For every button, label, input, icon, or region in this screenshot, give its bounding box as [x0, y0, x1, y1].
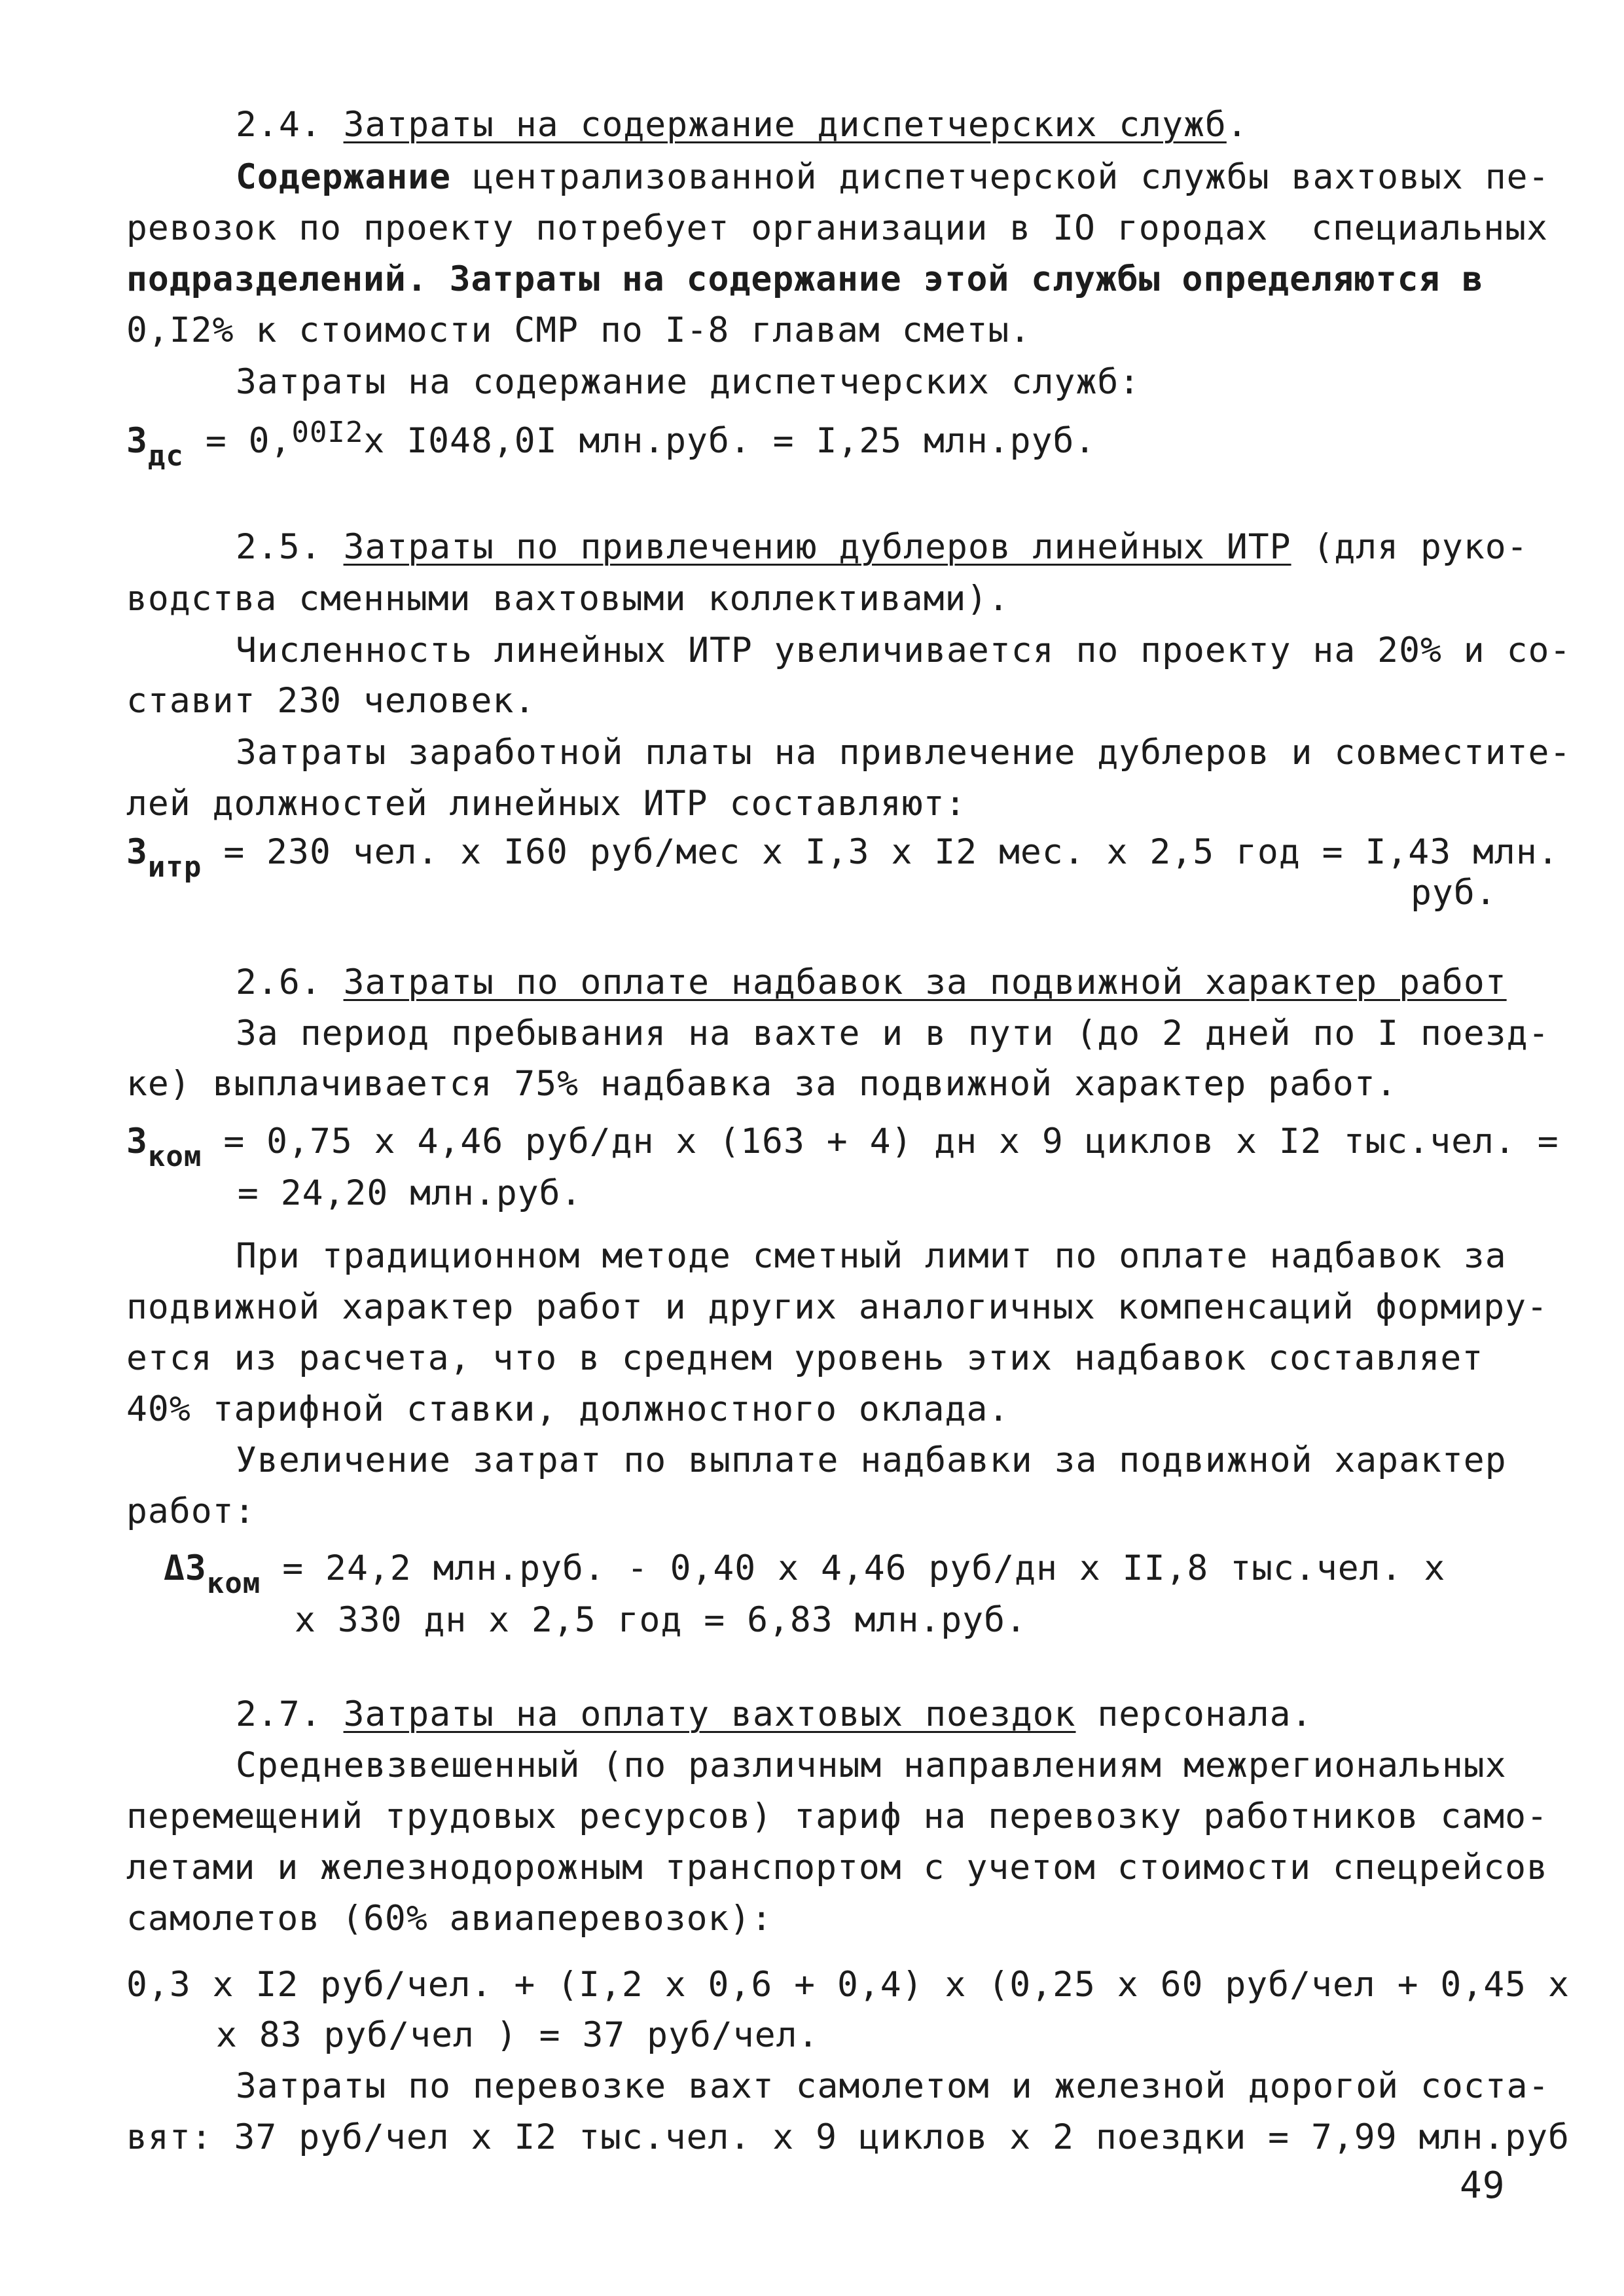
paragraph-line: Затраты заработной платы на привлечение дублеров и совместите- [236, 733, 1572, 773]
formula-subscript: дс [147, 439, 184, 473]
formula-symbol: З [126, 832, 148, 872]
formula-text: = 0,75 x 4,46 руб/дн x (163 + 4) дн x 9 циклов x I2 тыс.чел. = [202, 1121, 1559, 1161]
paragraph-line: ставит 230 человек. [126, 681, 536, 721]
paragraph-line: ется из расчета, что в среднем уровень этих надбавок составляет [126, 1338, 1484, 1378]
formula-itr [126, 827, 1559, 884]
paragraph-line: При традиционном методе сметный лимит по оплате надбавок за [236, 1236, 1507, 1276]
formula-text: = 0, [183, 421, 292, 461]
formula-line: 0,3 x I2 руб/чел. + (I,2 x 0,6 + 0,4) x (0,25 x 60 руб/чел + 0,45 x [126, 1965, 1570, 2005]
text: персонала. [1075, 1694, 1313, 1734]
formula-delta-kom [164, 1543, 1446, 1600]
paragraph-line [236, 152, 1549, 202]
section-2-7-heading [236, 1689, 1312, 1740]
section-2-5-heading [236, 522, 1528, 572]
formula-symbol: З [126, 421, 148, 461]
paragraph-line: Затраты на содержание диспетчерских служб: [236, 362, 1141, 402]
paragraph-line: работ: [126, 1491, 256, 1531]
paragraph-line: самолетов (60% авиаперевозок): [126, 1899, 773, 1939]
paragraph-line: летами и железнодорожным транспортом с учетом стоимости спецрейсов [126, 1848, 1548, 1887]
page-number: 49 [1460, 2164, 1506, 2207]
paragraph-line: Средневзвешенный (по различным направлениям межрегиональных [236, 1745, 1507, 1785]
section-title: Затраты по оплате надбавок за подвижной характер работ [343, 962, 1507, 1002]
paragraph-line: Увеличение затрат по выплате надбавки за подвижной характер [236, 1440, 1507, 1480]
bold-word: Содержание [236, 157, 452, 197]
paragraph-line: лей должностей линейных ИТР составляют: [126, 784, 967, 824]
paragraph-line: подвижной характер работ и других аналогичных компенсаций формиру- [126, 1287, 1548, 1327]
section-2-4-heading [236, 100, 1248, 150]
formula-tail: руб. [1411, 873, 1497, 913]
formula-symbol: З [126, 1121, 148, 1161]
formula-text: x I048,0I млн.руб. = I,25 млн.руб. [363, 421, 1096, 461]
formula-result: = 24,20 млн.руб. [216, 1173, 583, 1213]
text: (для руко- [1291, 527, 1528, 567]
paragraph-line: водства сменными вахтовыми коллективами). [126, 579, 1010, 619]
heading-dot: . [1226, 105, 1248, 145]
formula-subscript: итр [147, 850, 202, 884]
paragraph-line: Затраты по перевозке вахт самолетом и железной дорогой соста- [236, 2066, 1550, 2106]
section-title: Затраты на оплату вахтовых поездок [343, 1694, 1076, 1734]
formula-text: = 230 чел. x I60 руб/мес x I,3 x I2 мес. x 2,5 год = I,43 млн. [202, 832, 1559, 872]
section-number: 2.7. [236, 1694, 322, 1734]
section-number: 2.6. [236, 962, 322, 1002]
paragraph-line: Численность линейных ИТР увеличивается по проекту на 20% и со- [236, 630, 1572, 670]
formula-subscript: ком [206, 1567, 261, 1600]
paragraph-line: За период пребывания на вахте и в пути (до 2 дней по I поезд- [236, 1013, 1550, 1053]
paragraph-line: ке) выплачивается 75% надбавка за подвижной характер работ. [126, 1064, 1398, 1104]
section-number: 2.5. [236, 527, 322, 567]
paragraph-line: ревозок по проекту потребует организации в IO городах специальных [126, 208, 1548, 248]
formula-kom [126, 1116, 1559, 1173]
section-number: 2.4. [236, 105, 322, 145]
formula-superscript: 00I2 [291, 416, 364, 449]
paragraph-line: 40% тарифной ставки, должностного оклада. [126, 1389, 1010, 1429]
text: централизованной диспетчерской службы вахтовых пе- [451, 157, 1550, 197]
formula-line: x 83 руб/чел ) = 37 руб/чел. [216, 2015, 820, 2055]
formula-dc [126, 416, 1096, 473]
paragraph-line: 0,I2% к стоимости СМР по I-8 главам сметы. [126, 310, 1032, 350]
paragraph-line: вят: 37 руб/чел x I2 тыс.чел. x 9 циклов x 2 поездки = 7,99 млн.руб [126, 2117, 1570, 2157]
formula-subscript: ком [147, 1140, 202, 1173]
formula-text: = 24,2 млн.руб. - 0,40 x 4,46 руб/дн x II,8 тыс.чел. x [261, 1548, 1446, 1588]
formula-continuation: x 330 дн x 2,5 год = 6,83 млн.руб. [295, 1600, 1027, 1640]
section-2-6-heading [236, 957, 1507, 1008]
paragraph-line: подразделений. Затраты на содержание этой службы определяются в [126, 259, 1484, 299]
section-title: Затраты на содержание диспетчерских служб [343, 105, 1227, 145]
section-title: Затраты по привлечению дублеров линейных ИТР [343, 527, 1291, 567]
formula-symbol: ΔЗ [164, 1548, 207, 1588]
paragraph-line: перемещений трудовых ресурсов) тариф на перевозку работников само- [126, 1796, 1548, 1836]
